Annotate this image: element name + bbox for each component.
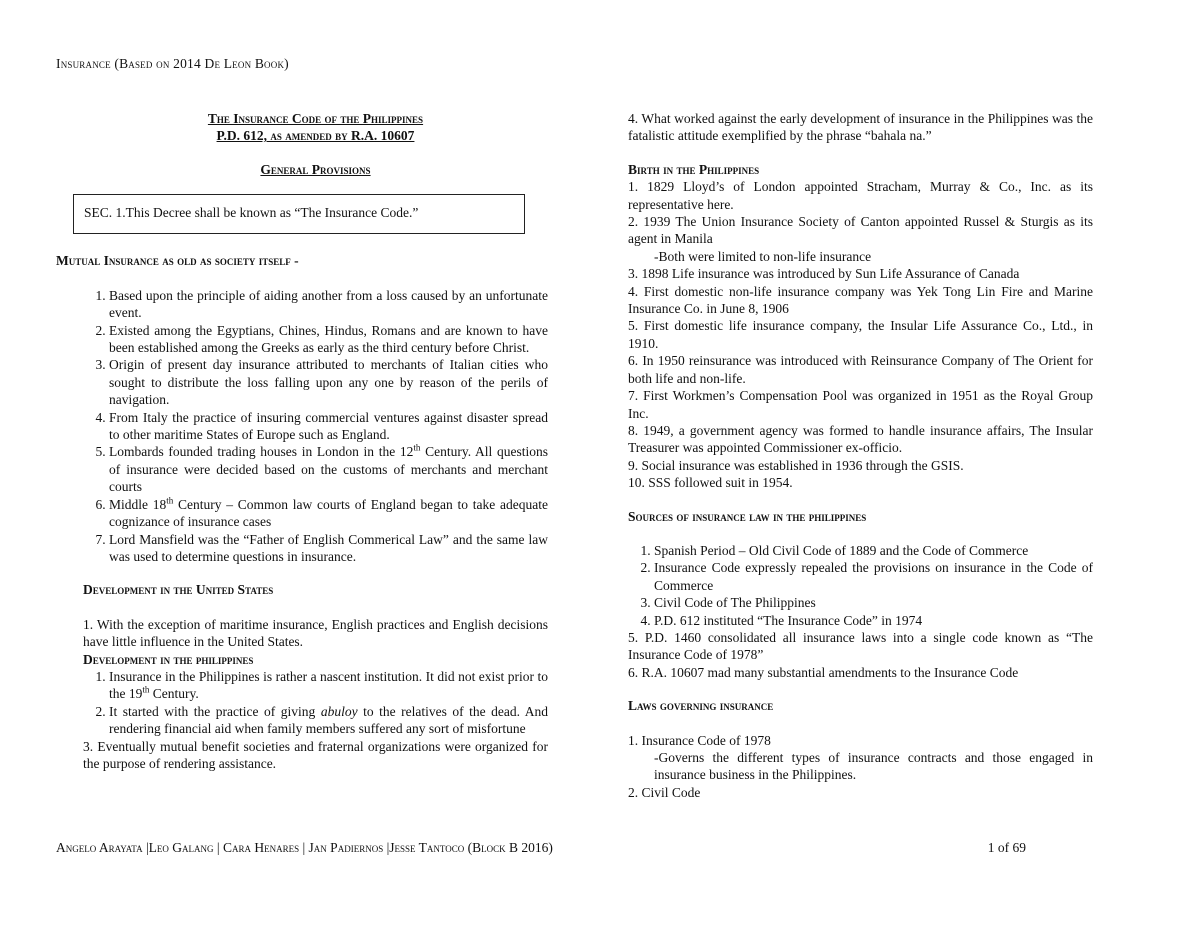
ph-development-item-3: 3. Eventually mutual benefit societies and fraternal organizations were organized for the purpose of rendering assistance.: [83, 738, 548, 771]
footer-authors: Angelo Arayata |Leo Galang | Cara Henares | Jan Padiernos |Jesse Tantoco (Block B 2016): [56, 840, 553, 855]
title-line-1: The Insurance Code of the Philippines: [207, 111, 424, 126]
list-item: 9. Social insurance was established in 1936 through the GSIS.: [628, 457, 964, 473]
general-provisions-heading: General Provisions: [260, 162, 371, 177]
list-item: 3. Origin of present day insurance attributed to merchants of Italian cities who sought to distribute the loss falling upon any one by reason of the perils of navigation.: [109, 356, 548, 408]
list-item: 5. P.D. 1460 consolidated all insurance laws into a single code known as “The Insurance Code of 1978”: [628, 629, 1093, 663]
laws-governing-heading: Laws governing insurance: [628, 698, 774, 714]
list-item: 5. Lombards founded trading houses in London in the 12th Century. All questions of insurance were decided based on the customs of merchants and merchant courts: [109, 443, 548, 495]
list-item: 7. Lord Mansfield was the “Father of English Commerical Law” and the same law was used to determine questions in insurance.: [109, 531, 548, 566]
page-footer: [56, 840, 1026, 856]
sources-list: [628, 542, 1093, 629]
list-item: 10. SSS followed suit in 1954.: [628, 475, 793, 491]
us-development-paragraph: 1. With the exception of maritime insurance, English practices and English decisions have little influence in the United States.: [83, 616, 548, 650]
mutual-insurance-heading: Mutual Insurance as old as society itself -: [56, 253, 299, 269]
list-item: 1. Spanish Period – Old Civil Code of 1889 and the Code of Commerce: [654, 542, 1093, 559]
sources-heading: Sources of insurance law in the philippines: [628, 508, 867, 524]
list-item: 1. 1829 Lloyd’s of London appointed Stracham, Murray & Co., Inc. as its representative here.: [628, 179, 1093, 212]
ph-development-heading: Development in the philippines: [83, 651, 254, 667]
list-item: 2. Insurance Code expressly repealed the provisions on insurance in the Code of Commerce: [654, 559, 1093, 594]
list-item: 1. Based upon the principle of aiding another from a loss caused by an unfortunate event.: [109, 287, 548, 322]
list-item: -Both were limited to non-life insurance: [654, 248, 872, 264]
list-item: 1. Insurance Code of 1978: [628, 732, 771, 748]
list-item: 2. It started with the practice of giving abuloy to the relatives of the dead. And rendering financial aid when family members suffered any sort of misfortune: [109, 703, 548, 738]
birth-in-philippines-heading: Birth in the Philippines: [628, 161, 760, 177]
list-item: 4. First domestic non-life insurance company was Yek Tong Lin Fire and Marine Insurance Co. in June 8, 1906: [628, 283, 1093, 317]
mutual-insurance-list: [83, 287, 548, 566]
list-item: 1. Insurance in the Philippines is rather a nascent institution. It did not exist prior to the 19th Century.: [109, 668, 548, 703]
list-item: 2. 1939 The Union Insurance Society of Canton appointed Russel & Sturgis as its agent in Manila: [628, 214, 1093, 247]
list-item: 6. In 1950 reinsurance was introduced with Reinsurance Company of The Orient for both life and non-life.: [628, 353, 1093, 386]
list-item: 8. 1949, a government agency was formed to handle insurance affairs, The Insular Treasurer was appointed Commissioner ex-officio.: [628, 422, 1093, 456]
us-development-heading: Development in the United States: [83, 582, 274, 598]
document-title: [83, 110, 548, 144]
left-column: [56, 110, 549, 772]
ph-development-item-4: 4. What worked against the early development of insurance in the Philippines was the fatalistic attitude exemplified by the phrase “bahala na.”: [628, 111, 1093, 144]
list-item: 4. P.D. 612 instituted “The Insurance Code” in 1974: [654, 612, 1093, 629]
list-item: 3. Civil Code of The Philippines: [654, 594, 1093, 611]
section-1-box: SEC. 1.This Decree shall be known as “The Insurance Code.”: [73, 194, 525, 234]
list-item: 2. Existed among the Egyptians, Chines, Hindus, Romans and are known to have been established among the Greeks as early as the third century before Christ.: [109, 322, 548, 357]
list-item: 6. Middle 18th Century – Common law courts of England began to take adequate cognizance of insurance cases: [109, 496, 548, 531]
list-item: 2. Civil Code: [628, 784, 701, 800]
right-column: [628, 110, 1093, 801]
ph-development-list: [83, 668, 548, 738]
list-item: 4. From Italy the practice of insuring commercial ventures against disaster spread to other maritime States of Europe such as England.: [109, 409, 548, 444]
list-item: 5. First domestic life insurance company, the Insular Life Assurance Co., Ltd., in 1910.: [628, 318, 1093, 351]
list-item: 6. R.A. 10607 mad many substantial amendments to the Insurance Code: [628, 664, 1019, 680]
list-item: 7. First Workmen’s Compensation Pool was organized in 1951 as the Royal Group Inc.: [628, 388, 1093, 421]
list-item: 3. 1898 Life insurance was introduced by Sun Life Assurance of Canada: [628, 266, 1020, 282]
page-header: Insurance (Based on 2014 De Leon Book): [56, 56, 289, 71]
list-item-description: -Governs the different types of insurance contracts and those engaged in insurance business in the Philippines.: [654, 750, 1093, 783]
page-number: 1 of 69: [987, 840, 1026, 855]
title-line-2: P.D. 612, as amended by R.A. 10607: [216, 128, 415, 143]
